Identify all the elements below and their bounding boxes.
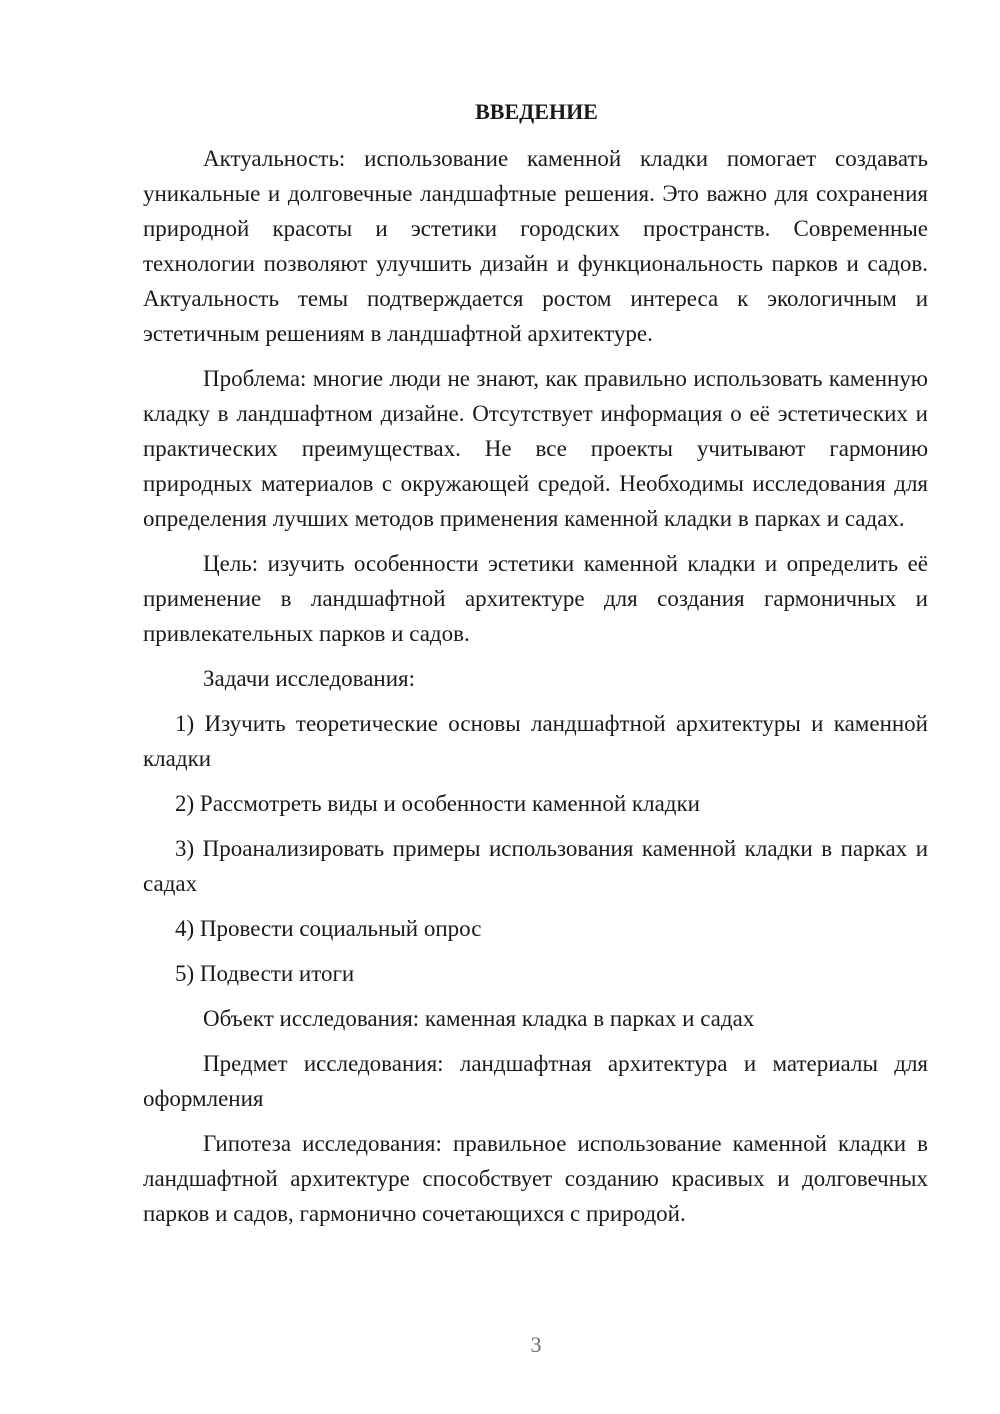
paragraph-hypothesis: Гипотеза исследования: правильное использование каменной кладки в ландшафтной архитектуре способствует созданию красивых и долговечных парков и садов, гармонично сочетающихся с природой. (143, 1131, 928, 1226)
task-item: 4) Провести социальный опрос (175, 916, 482, 941)
paragraph-relevance: Актуальность: использование каменной кладки помогает создавать уникальные и долговечные ландшафтные решения. Это важно для сохранения природной красоты и эстетики городских пространств. Современные технологии позволяют улучшить дизайн и функциональность парков и садов. Актуальность темы подтверждается ростом интереса к экологичным и эстетичным решениям в ландшафтной архитектуре. (143, 146, 928, 346)
task-item: 3) Проанализировать примеры использования каменной кладки в парках и садах (143, 836, 928, 896)
paragraph-subject: Предмет исследования: ландшафтная архитектура и материалы для оформления (143, 1051, 928, 1111)
page-number: 3 (530, 1332, 542, 1357)
paragraph-object: Объект исследования: каменная кладка в парках и садах (203, 1006, 755, 1031)
page-title: ВВЕДЕНИЕ (475, 99, 598, 124)
paragraph-goal: Цель: изучить особенности эстетики каменной кладки и определить её применение в ландшафтной архитектуре для создания гармоничных и привлекательных парков и садов. (143, 551, 928, 646)
task-item: 2) Рассмотреть виды и особенности каменной кладки (175, 791, 700, 816)
task-item: 1) Изучить теоретические основы ландшафтной архитектуры и каменной кладки (143, 711, 928, 771)
paragraph-problem: Проблема: многие люди не знают, как правильно использовать каменную кладку в ландшафтном дизайне. Отсутствует информация о её эстетических и практических преимуществах. Не все проекты учитывают гармонию природных материалов с окружающей средой. Необходимы исследования для определения лучших методов применения каменной кладки в парках и садах. (143, 366, 928, 531)
document-page (143, 94, 928, 1241)
tasks-heading: Задачи исследования: (203, 666, 416, 691)
task-item: 5) Подвести итоги (175, 961, 355, 986)
